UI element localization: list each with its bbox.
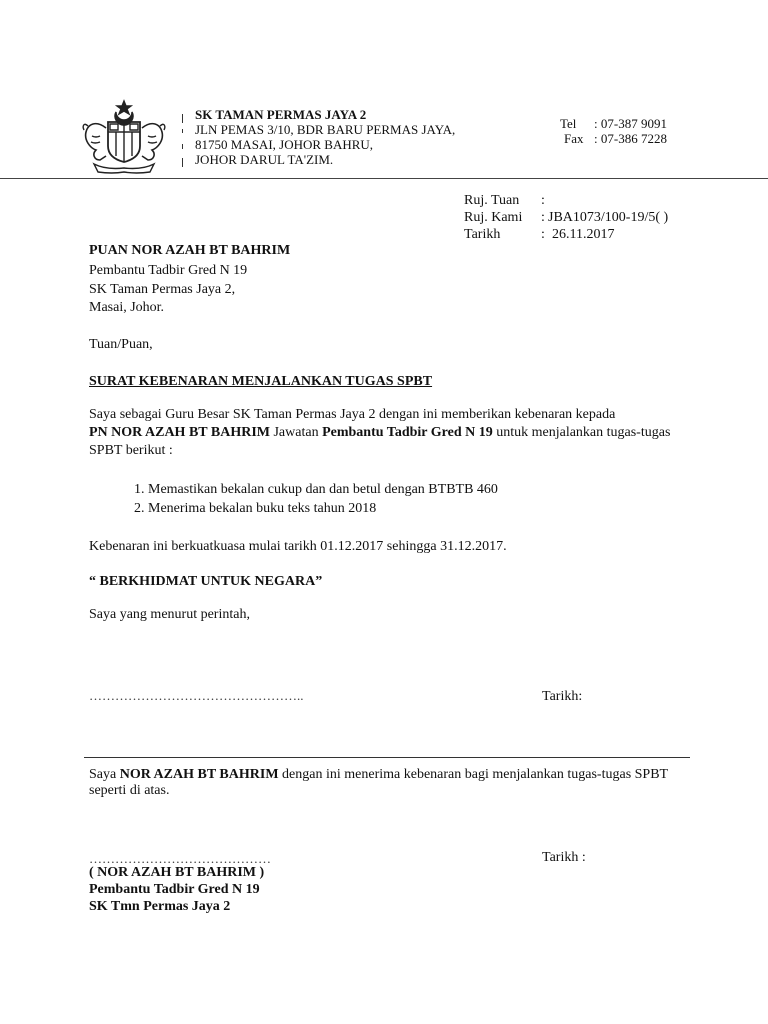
fax-value: : 07-386 7228 xyxy=(594,131,667,146)
validity-text: Kebenaran ini berkuatkuasa mulai tarikh 01.12.2017 sehingga 31.12.2017. xyxy=(89,539,507,554)
header-divider xyxy=(0,178,768,179)
acceptance-date-label: Tarikh : xyxy=(542,850,586,865)
recipient-name: PUAN NOR AZAH BT BAHRIM xyxy=(89,243,291,258)
task-item-2: 2. Menerima bekalan buku teks tahun 2018 xyxy=(134,501,377,516)
address-bullet-4 xyxy=(182,158,183,167)
ruj-tuan-label: Ruj. Tuan xyxy=(464,193,520,208)
acceptance-saya: Saya xyxy=(89,767,120,782)
acceptance-sign-school: SK Tmn Permas Jaya 2 xyxy=(89,899,231,914)
body-line-2 xyxy=(89,424,689,442)
tel-label: Tel xyxy=(560,116,577,131)
signature-date-label: Tarikh: xyxy=(542,689,583,704)
address-line-3: JOHOR DARUL TA'ZIM. xyxy=(195,152,334,167)
recipient-address-1: SK Taman Permas Jaya 2, xyxy=(89,282,236,297)
recipient-address-2: Masai, Johor. xyxy=(89,300,165,315)
tel-value: : 07-387 9091 xyxy=(594,116,667,131)
acceptance-signature-line: …………………………………… xyxy=(89,851,271,866)
motto: “ BERKHIDMAT UNTUK NEGARA” xyxy=(89,574,323,589)
body-tail: untuk menjalankan tugas-tugas xyxy=(492,425,671,440)
closing-text: Saya yang menurut perintah, xyxy=(89,607,250,622)
ruj-tuan-colon: : xyxy=(541,193,545,208)
address-bullet-1 xyxy=(182,114,183,123)
fax-label: Fax xyxy=(564,131,584,146)
malaysia-coat-of-arms-icon xyxy=(76,98,172,174)
body-name-bold: PN NOR AZAH BT BAHRIM xyxy=(89,425,270,440)
address-line-1: JLN PEMAS 3/10, BDR BARU PERMAS JAYA, xyxy=(195,122,456,137)
address-bullet-3 xyxy=(182,144,183,149)
letter-subject: SURAT KEBENARAN MENJALANKAN TUGAS SPBT xyxy=(89,374,433,389)
ruj-kami-colon: : xyxy=(541,210,545,225)
acceptance-sign-name: ( NOR AZAH BT BAHRIM ) xyxy=(89,865,265,880)
body-intro: Saya sebagai Guru Besar SK Taman Permas Jaya 2 dengan ini memberikan kebenaran kepada xyxy=(89,407,616,422)
acceptance-name-bold: NOR AZAH BT BAHRIM xyxy=(119,767,279,782)
ruj-kami-value: JBA1073/100-19/5( ) xyxy=(548,210,669,225)
acceptance-text: dengan ini menerima kebenaran bagi menjalankan tugas-tugas SPBT xyxy=(278,767,669,782)
task-item-1: 1. Memastikan bekalan cukup dan dan betul dengan BTBTB 460 xyxy=(134,482,498,497)
acceptance-continuation: seperti di atas. xyxy=(89,783,170,798)
acceptance-sign-position: Pembantu Tadbir Gred N 19 xyxy=(89,882,260,897)
school-name: SK TAMAN PERMAS JAYA 2 xyxy=(195,107,367,122)
body-jawatan: Jawatan xyxy=(269,425,323,440)
address-line-2: 81750 MASAI, JOHOR BAHRU, xyxy=(195,137,374,152)
tarikh-label: Tarikh xyxy=(464,227,501,242)
address-bullet-2 xyxy=(182,129,183,133)
tarikh-colon: : xyxy=(541,227,545,242)
recipient-position: Pembantu Tadbir Gred N 19 xyxy=(89,263,248,278)
ruj-kami-label: Ruj. Kami xyxy=(464,210,523,225)
body-continuation: SPBT berikut : xyxy=(89,443,173,458)
tarikh-value: 26.11.2017 xyxy=(552,227,615,242)
body-position-bold: Pembantu Tadbir Gred N 19 xyxy=(322,425,493,440)
salutation: Tuan/Puan, xyxy=(89,337,153,352)
signature-line: ………………………………………….. xyxy=(89,688,304,703)
acceptance-divider xyxy=(84,757,690,758)
